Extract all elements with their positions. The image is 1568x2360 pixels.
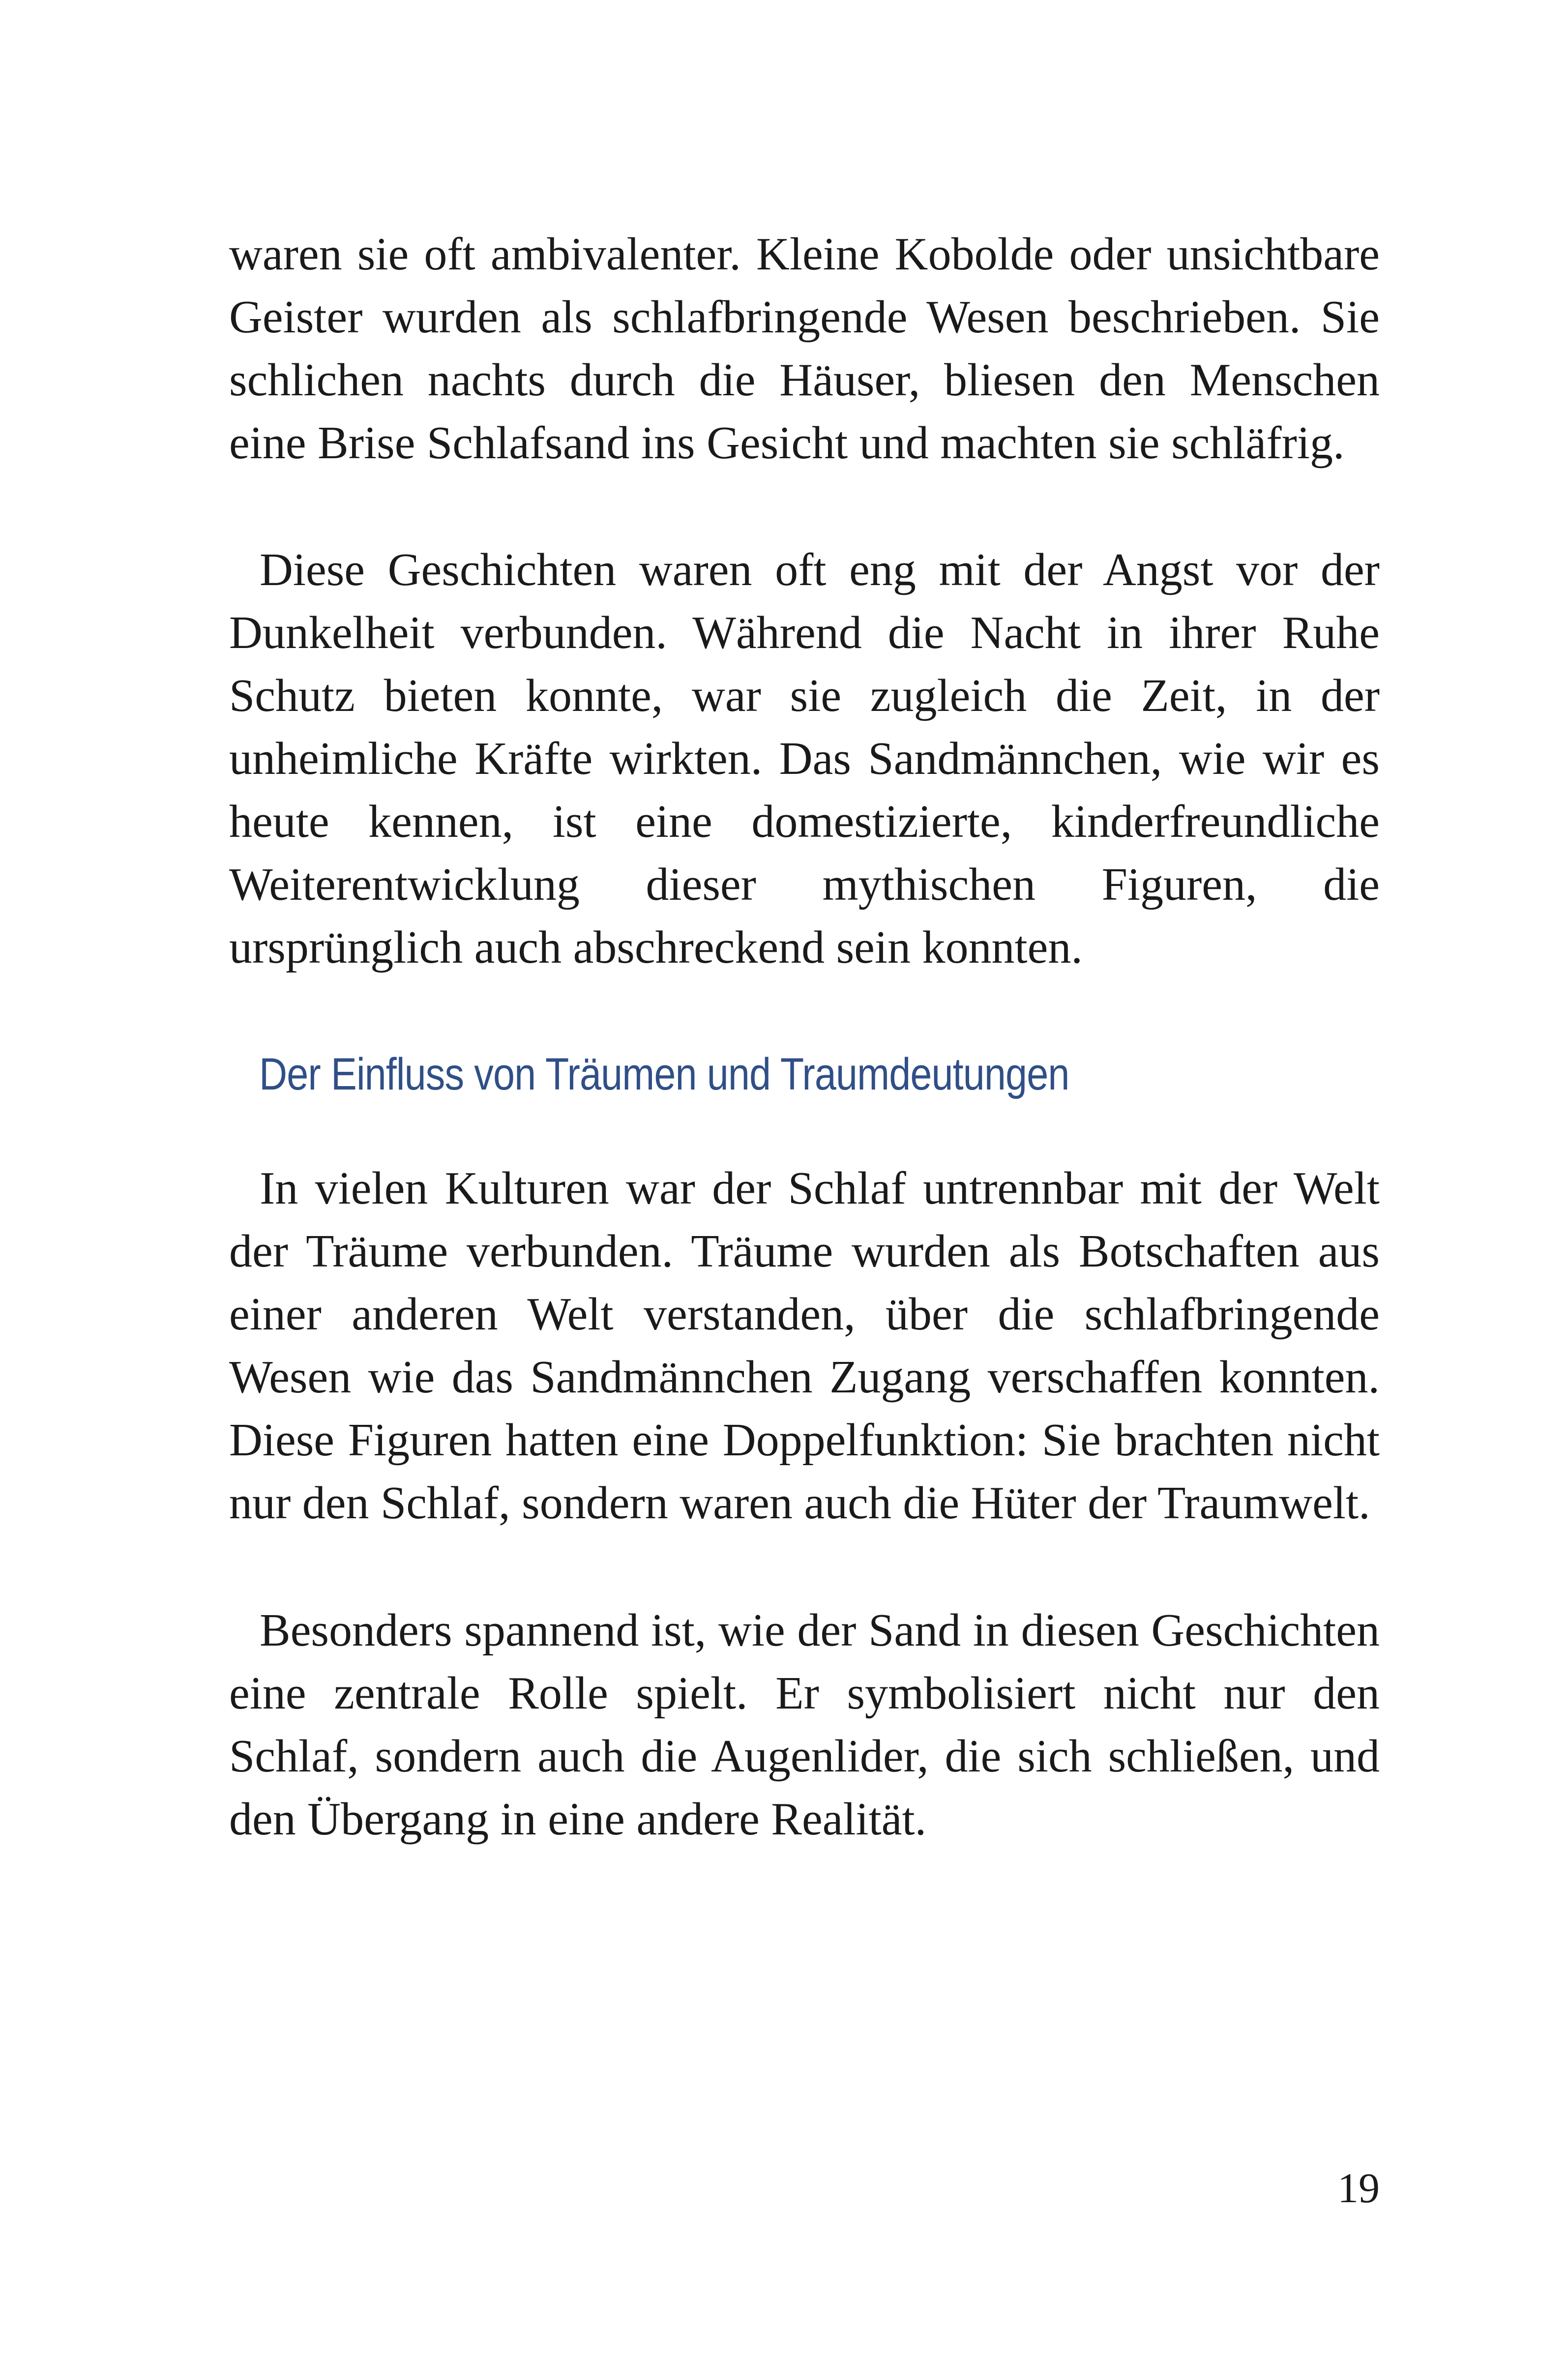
- section-paragraph: Besonders spannend ist, wie der Sand in diesen Geschichten eine zentrale Rolle spielt. Er symbolisiert nicht nur den Schlaf, sondern auch die Augenlider, die sich schließen, und den Übergang in eine andere Realität.: [229, 1605, 1380, 1845]
- section-heading: Der Einfluss von Träumen und Traumdeutungen: [259, 1049, 1069, 1099]
- body-paragraph: Diese Geschichten waren oft eng mit der Angst vor der Dunkelheit verbunden. Während die Nacht in ihrer Ruhe Schutz bieten konnte, war sie zugleich die Zeit, in der unheimliche Kräfte wirkten. Das Sandmännchen, wie wir es heute kennen, ist eine domestizierte, kinderfreundliche Weiterentwicklung dieser mythischen Figuren, die ursprünglich auch abschreckend sein konnten.: [229, 544, 1380, 973]
- section-paragraph: In vielen Kulturen war der Schlaf untrennbar mit der Welt der Träume verbunden. Träume wurden als Botschaften aus einer anderen Welt verstanden, über die schlafbringende Wesen wie das Sandmännchen Zugang verschaffen konnten. Diese Figuren hatten eine Doppelfunktion: Sie brachten nicht nur den Schlaf, sondern waren auch die Hüter der Traumwelt.: [229, 1163, 1380, 1529]
- body-paragraph-continued: waren sie oft ambivalenter. Kleine Kobolde oder unsichtbare Geister wurden als schlafbringende Wesen beschrieben. Sie schlichen nachts durch die Häuser, bliesen den Menschen eine Brise Schlafsand ins Gesicht und machten sie schläfrig.: [229, 229, 1380, 469]
- page-number: 19: [1337, 2164, 1380, 2212]
